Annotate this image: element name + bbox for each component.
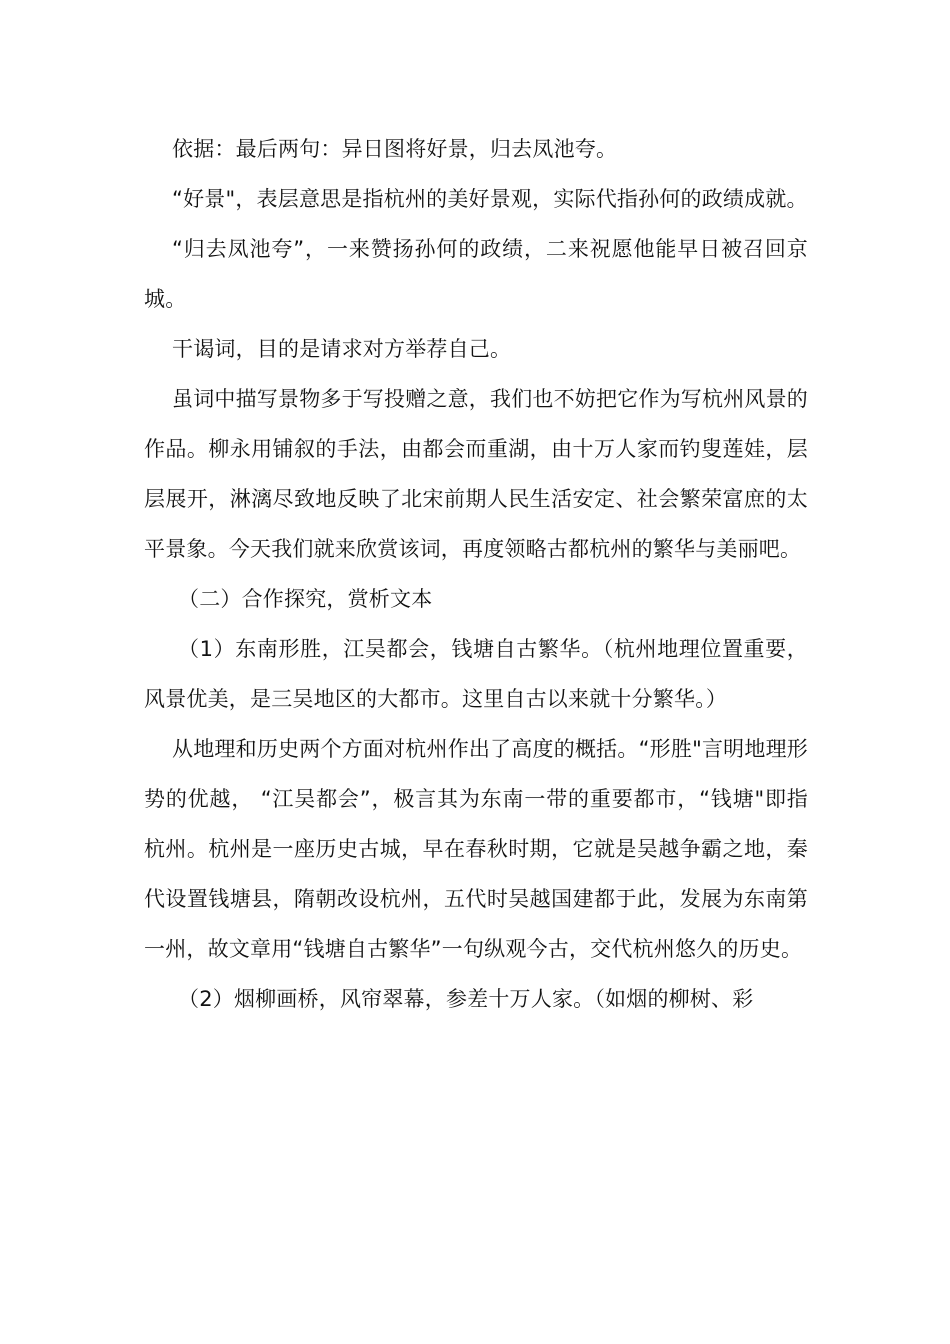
paragraph-introduction: 虽词中描写景物多于写投赠之意，我们也不妨把它作为写杭州风景的作品。柳永用铺叙的手法，由都会而重湖，由十万人家而钓叟莲娃，层层展开，淋漓尽致地反映了北宋前期人民生活安定、社会繁荣富庶的太平景象。今天我们就来欣赏该词，再度领略古都杭州的繁华与美丽吧。 — [144, 387, 808, 561]
paragraph-return-praise: “归去凤池夸”，一来赞扬孙何的政绩，二来祝愿他能早日被召回京城。 — [144, 237, 808, 311]
paragraph-ganye-ci: 干谒词，目的是请求对方举荐自己。 — [172, 337, 512, 361]
paragraph-line-1: （1）东南形胜，江吴都会，钱塘自古繁华。（杭州地理位置重要，风景优美，是三吴地区的大都市。这里自古以来就十分繁华。） — [144, 637, 808, 711]
paragraph-basis: 依据：最后两句：异日图将好景，归去凤池夸。 — [172, 137, 618, 161]
paragraph-geography-history: 从地理和历史两个方面对杭州作出了高度的概括。“形胜"言明地理形势的优越， “江吴都会”，极言其为东南一带的重要都市，“钱塘"即指杭州。杭州是一座历史古城，早在春秋时期，它就是吴越争霸之地，秦代设置钱塘县，隋朝改设杭州，五代时吴越国建都于此，发展为东南第一州，故文章用“钱塘自古繁华”一句纵观今古，交代杭州悠久的历史。 — [144, 737, 808, 961]
paragraph-good-scenery: “好景"，表层意思是指杭州的美好景观，实际代指孙何的政绩成就。 — [172, 187, 808, 211]
document-body — [144, 124, 808, 1024]
paragraph-line-2: （2）烟柳画桥，风帘翠幕，参差十万人家。（如烟的柳树、彩 — [178, 987, 754, 1011]
section-heading-cooperative-inquiry: （二）合作探究，赏析文本 — [178, 587, 433, 611]
